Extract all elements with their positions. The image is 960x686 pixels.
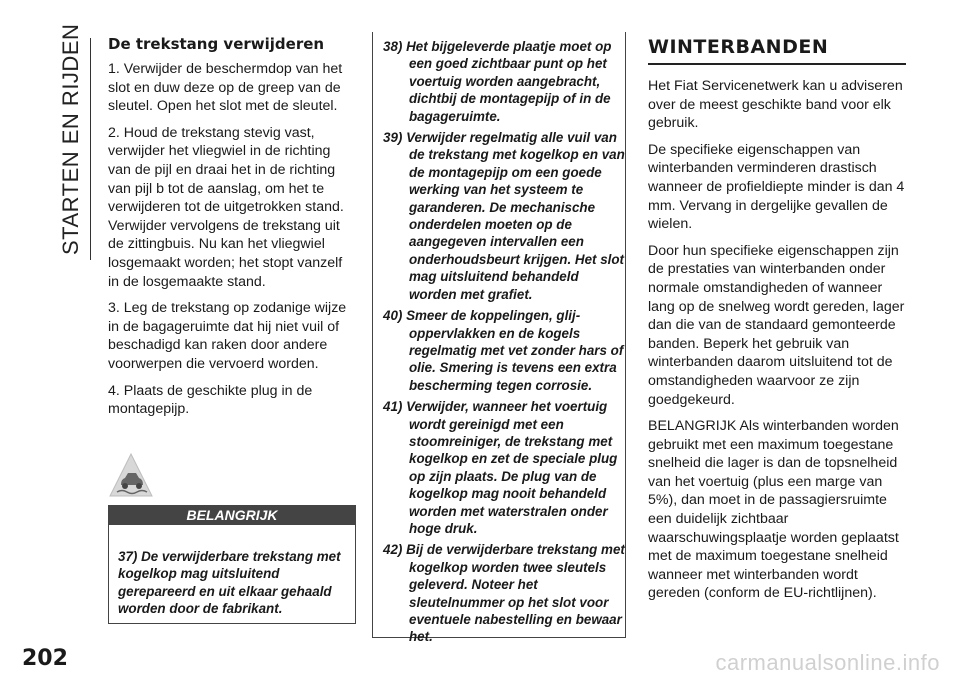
paragraph: 3. Leg de trekstang op zodanige wijze in de bagageruimte dat hij niet vuil of beschadigd kan raken door andere voorwerpen die vervoerd worden. [108, 300, 347, 372]
note-item: 39) Verwijder regelmatig alle vuil van de trekstang met kogelkop en van de montagepijp om een goede werking van het systeem te garanderen. De mechanische onderdelen moeten op de aangegeven intervallen een onderhoudsbeurt krijgen. Het slot mag uitsluitend behandeld worden met grafiet. [383, 130, 625, 302]
note-item: 40) Smeer de koppelingen, glij-oppervlakken en de kogels regelmatig met vet zonder hars of olie. Smering is tevens een extra bescherming tegen corrosie. [383, 308, 624, 393]
car-warning-icon [108, 452, 154, 498]
note-item: 38) Het bijgeleverde plaatje moet op een goed zichtbaar punt op het voertuig worden aangebracht, dichtbij de montagepijp of in de bagageruimte. [383, 39, 612, 124]
note-item: 41) Verwijder, wanneer het voertuig wordt gereinigd met een stoomreiniger, de trekstang met kogelkop en zet de speciale plug op zijn plaats. De plug van de kogelkop mag nooit behandeld worden met waterstralen onder hoge druk. [383, 399, 618, 536]
watermark: carmanualsonline.info [715, 650, 940, 675]
paragraph: De specifieke eigenschappen van winterbanden verminderen drastisch wanneer de profieldiepte minder is dan 4 mm. Vervang in dergelijke gevallen de wielen. [648, 141, 905, 233]
section-heading: WINTERBANDEN [648, 36, 906, 65]
page-number: 202 [22, 646, 68, 671]
paragraph: 2. Houd de trekstang stevig vast, verwijder het vliegwiel in de richting van de pijl en draai het in de richting van pijl b tot de aanslag, om het te verwijderen tot de uitgetrokken stand. Verwijder vervolgens de trekstang uit de zittingbuis. Nu kan het vliegwiel losgemaakt worden; het stopt vanzelf in de losgemaakte stand. [108, 124, 344, 290]
section-title: STARTEN EN RIJDEN [58, 23, 83, 255]
paragraph: 4. Plaats de geschikte plug in de montagepijp. [108, 382, 313, 418]
paragraph: Door hun specifieke eigenschappen zijn de prestaties van winterbanden onder normale omstandigheden of wanneer lang op de snelweg wordt gereden, lager dan die van de standaard gemonteerde banden. Beperk het gebruik van winterbanden daarom uitsluitend tot de omstandigheden waarvoor ze zijn goedgekeurd. [648, 242, 905, 408]
note-item: 42) Bij de verwijderbare trekstang met kogelkop worden twee sleutels geleverd. Noteer het sleutelnummer op het slot voor eventuele nabestelling en bewaar het. [383, 542, 625, 645]
paragraph: Het Fiat Servicenetwerk kan u adviseren over de meest geschikte band voor elk gebruik. [648, 78, 903, 132]
right-column [648, 36, 906, 611]
left-column [108, 36, 356, 427]
section-divider-line [90, 38, 91, 260]
section-heading: De trekstang verwijderen [108, 35, 325, 53]
notes-column [372, 32, 626, 645]
warning-note: 37) De verwijderbare trekstang met kogelkop mag uitsluitend gerepareerd en uit elkaar gehaald worden door de fabrikant. [118, 549, 341, 617]
paragraph: BELANGRIJK Als winterbanden worden gebruikt met een maximum toegestane snelheid die lager is dan de topsnelheid van het voertuig (plus een marge van 5%), dan moet in de passagiersruimte een duidelijk zichtbaar waarschuwingsplaatje worden geplaatst met de maximum toegestane snelheid wanneer met winterbanden wordt gereden (conform de EU-richtlijnen). [648, 418, 899, 602]
paragraph: 1. Verwijder de beschermdop van het slot en duw deze op de greep van de sleutel. Open het slot met de sleutel. [108, 61, 343, 115]
warning-title: BELANGRIJK [108, 505, 356, 525]
